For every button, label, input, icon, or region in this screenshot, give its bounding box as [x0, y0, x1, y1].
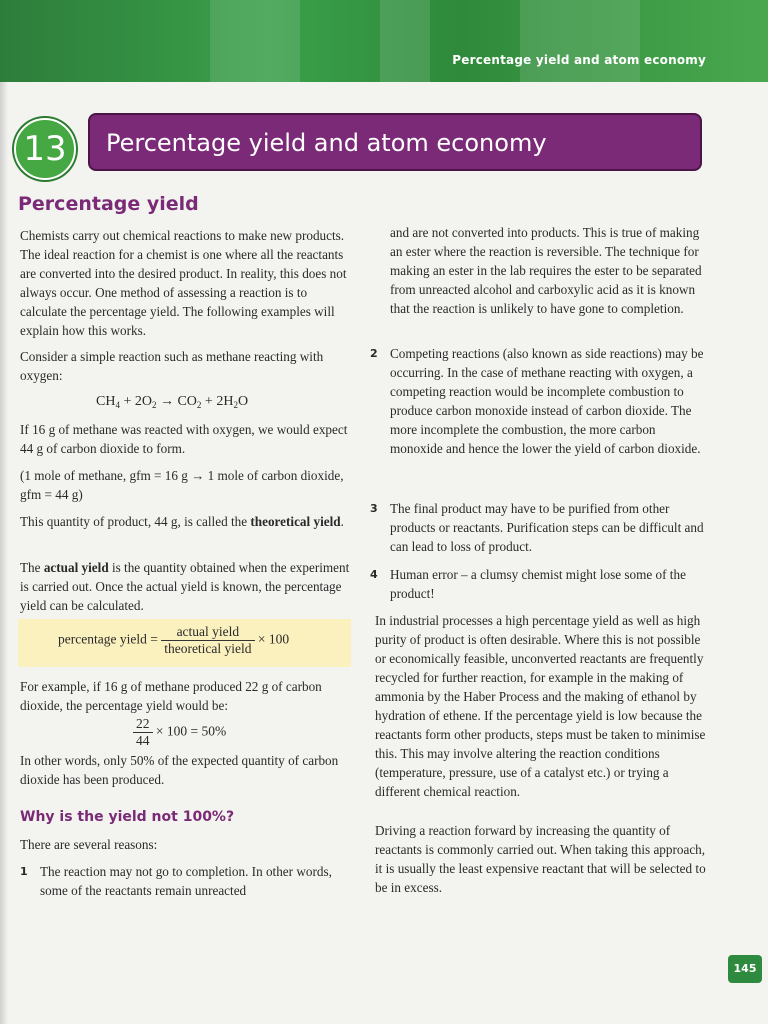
page-number: 145 [728, 955, 762, 983]
intro-paragraph [20, 226, 350, 340]
list-text: Human error – a clumsy chemist might lose some of the product! [390, 567, 686, 601]
list-number: 3 [370, 502, 378, 515]
page-gutter-shadow [0, 82, 8, 1024]
list-item [20, 862, 350, 902]
list-text: Competing reactions (also known as side reactions) may be occurring. In the case of methane reacting with oxygen, a competing reaction would be incomplete combustion to produce carbon monoxide instead of carbon dioxide. The more incomplete the combustion, the more carbon monoxide and hence the lower the yield of carbon dioxide. [390, 346, 704, 456]
running-head: Percentage yield and atom economy [452, 53, 706, 67]
driving-paragraph: Driving a reaction forward by increasing the quantity of reactants is commonly carried out. When taking this approach, it is usually the least expensive reactant that will be selected to be in excess. [375, 823, 706, 895]
mole-note: (1 mole of methane, gfm = 16 g → 1 mole of carbon dioxide, gfm = 44 g) [20, 468, 344, 502]
reasons-intro: There are several reasons: [20, 837, 158, 852]
term-actual-yield: actual yield [43, 560, 109, 575]
formula-lhs: percentage yield = [58, 631, 158, 647]
chapter-title: Percentage yield and atom economy [88, 113, 702, 171]
list-number: 4 [370, 568, 378, 581]
formula-multiplier: × 100 [257, 631, 290, 647]
list-number: 1 [20, 865, 28, 878]
header-band [0, 0, 768, 82]
example-calculation [133, 716, 226, 749]
methane-equation: $CH_4 + 2O_2 \to CO_2 + 2H_2O$ [96, 394, 249, 410]
example-paragraph: For example, if 16 g of methane produced 22 g of carbon dioxide, the percentage yield would be: [20, 679, 322, 713]
industrial-paragraph: In industrial processes a high percentage yield as well as high purity of product is often desirable. Where this is not possible or economically feasible, unconverted reactants are frequently recycled for further reaction, for example in the making of ammonia by the Haber Process and the making of ethanol by hydration of ethene. If the percentage yield is low because the reactants form other products, steps must be taken to minimise this. This may involve altering the reaction conditions (temperature, pressure, use of a catalyst etc.) or trying a different chemical reaction. [375, 613, 706, 799]
calc-denominator: 44 [136, 733, 150, 748]
list-item [370, 344, 710, 494]
methane-intro-paragraph: Consider a simple reaction such as methane reacting with oxygen: [20, 349, 324, 383]
list-item [370, 565, 710, 605]
text-fragment: This quantity of product, 44 g, is called the [20, 514, 251, 529]
intro-text: Chemists carry out chemical reactions to make new products. The ideal reaction for a chemist is one where all the reactants are converted into the desired product. In reality, this does not always occur. One method of assessing a reaction is to calculate the percentage yield. The following examples will explain how this works. [20, 228, 347, 338]
calc-result: × 100 = 50% [155, 723, 227, 739]
actual-yield-paragraph [20, 558, 350, 615]
list-text: The reaction may not go to completion. In other words, some of the reactants remain unreacted [40, 864, 332, 898]
theoretical-yield-paragraph [20, 512, 350, 531]
list-text: The final product may have to be purified from other products or reactants. Purification steps can be difficult and can lead to loss of product. [390, 501, 704, 554]
text-fragment: . [340, 514, 344, 529]
continuation-paragraph: and are not converted into products. This is true of making an ester where the reaction is reversible. The technique for making an ester in the lab requires the ester to be separated from unreacted alcohol and carboxylic acid as it is known that the reaction is unlikely to have gone to completion. [390, 225, 702, 316]
formula-denominator: theoretical yield [164, 641, 252, 656]
formula-fraction [161, 624, 254, 657]
section-heading: Percentage yield [18, 193, 199, 215]
formula-numerator: actual yield [161, 624, 254, 641]
percentage-yield-formula [58, 624, 289, 657]
chapter-number-badge: 13 [14, 118, 76, 180]
list-number: 2 [370, 347, 378, 360]
summary-paragraph: In other words, only 50% of the expected quantity of carbon dioxide has been produced. [20, 753, 339, 787]
text-fragment: The [20, 560, 44, 575]
list-item [370, 499, 710, 559]
text-fragment: is the quantity obtained when the experiment is carried out. Once the actual yield is known, the percentage yield can be calculated. [20, 560, 350, 613]
calc-fraction [133, 716, 153, 749]
subsection-heading: Why is the yield not 100%? [20, 809, 235, 825]
expectation-paragraph: If 16 g of methane was reacted with oxygen, we would expect 44 g of carbon dioxide to form. [20, 422, 348, 456]
calc-numerator: 22 [133, 716, 153, 733]
term-theoretical-yield: theoretical yield [250, 514, 341, 529]
